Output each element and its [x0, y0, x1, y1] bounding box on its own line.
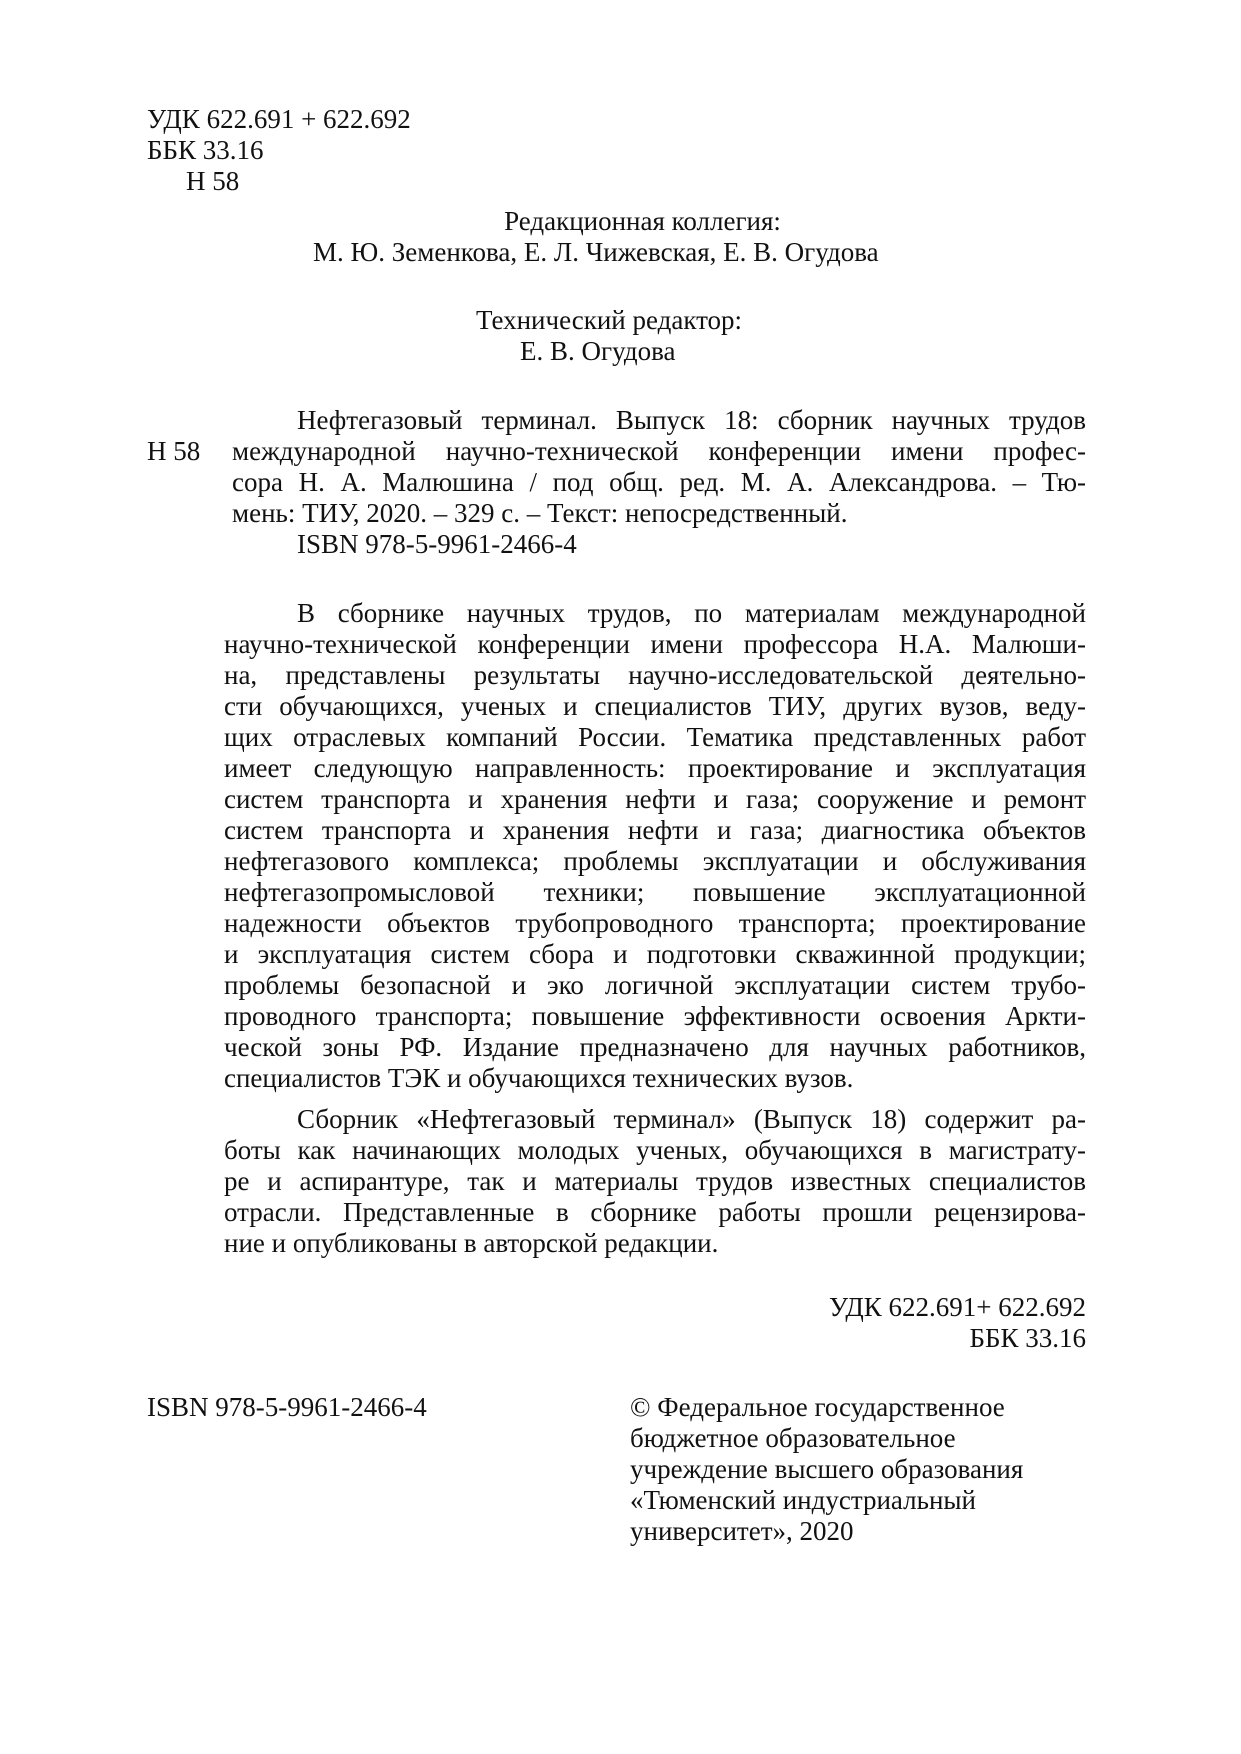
copyright-line: © Федеральное государственное	[630, 1392, 1005, 1422]
copyright-line: университет», 2020	[630, 1516, 854, 1546]
abstract-line: нефтегазового комплекса; проблемы эксплуатации и обслуживания	[224, 846, 1086, 876]
abstract-line: на, представлены результаты научно-исследовательской деятельно-	[224, 660, 1086, 690]
bib-line: мень: ТИУ, 2020. – 329 с. – Текст: непосредственный.	[232, 498, 848, 528]
footer-isbn: ISBN 978-5-9961-2466-4	[147, 1392, 427, 1422]
bbk-code: ББК 33.16	[147, 135, 264, 165]
bib-line: международной научно-технической конференции имени профес-	[232, 436, 1086, 466]
author-mark: Н 58	[186, 166, 240, 196]
copyright-line: «Тюменский индустриальный	[630, 1485, 976, 1515]
bib-isbn: ISBN 978-5-9961-2466-4	[297, 529, 577, 559]
bib-line: сора Н. А. Малюшина / под общ. ред. М. А. Александрова. – Тю-	[232, 467, 1086, 497]
footer-udk-code: УДК 622.691+ 622.692	[828, 1292, 1086, 1322]
abstract-line: отрасли. Представленные в сборнике работы прошли рецензирова-	[224, 1197, 1086, 1227]
udk-code: УДК 622.691 + 622.692	[147, 104, 411, 134]
abstract-line: ние и опубликованы в авторской редакции.	[224, 1228, 719, 1258]
abstract-line: имеет следующую направленность: проектирование и эксплуатация	[224, 753, 1086, 783]
abstract-line: и эксплуатация систем сбора и подготовки скважинной продукции;	[224, 939, 1086, 969]
abstract-line: Сборник «Нефтегазовый терминал» (Выпуск 18) содержит ра-	[297, 1104, 1086, 1134]
abstract-line: сти обучающихся, ученых и специалистов ТИУ, других вузов, веду-	[224, 691, 1086, 721]
copyright-line: бюджетное образовательное	[630, 1423, 956, 1453]
abstract-line: В сборнике научных трудов, по материалам международной	[297, 598, 1086, 628]
abstract-line: надежности объектов трубопроводного транспорта; проектирование	[224, 908, 1086, 938]
abstract-line: проблемы безопасной и эко логичной эксплуатации систем трубо-	[224, 970, 1086, 1000]
bib-line: Нефтегазовый терминал. Выпуск 18: сборник научных трудов	[297, 405, 1086, 435]
abstract-line: ческой зоны РФ. Издание предназначено для научных работников,	[224, 1032, 1086, 1062]
abstract-line: боты как начинающих молодых ученых, обучающихся в магистрату-	[224, 1135, 1086, 1165]
bib-author-mark: Н 58	[147, 436, 201, 466]
editorial-board-heading: Редакционная коллегия:	[504, 206, 781, 236]
abstract-line: щих отраслевых компаний России. Тематика представленных работ	[224, 722, 1086, 752]
editorial-board-members: М. Ю. Земенкова, Е. Л. Чижевская, Е. В. Огудова	[313, 237, 879, 267]
abstract-line: систем транспорта и хранения нефти и газа; диагностика объектов	[224, 815, 1086, 845]
technical-editor-heading: Технический редактор:	[476, 305, 743, 335]
copyright-line: учреждение высшего образования	[630, 1454, 1024, 1484]
abstract-line: научно-технической конференции имени профессора Н.А. Малюши-	[224, 629, 1086, 659]
abstract-line: систем транспорта и хранения нефти и газа; сооружение и ремонт	[224, 784, 1086, 814]
footer-bbk-code: ББК 33.16	[969, 1323, 1086, 1353]
abstract-line: специалистов ТЭК и обучающихся технических вузов.	[224, 1063, 854, 1093]
technical-editor-name: Е. В. Огудова	[520, 336, 676, 366]
abstract-line: нефтегазопромысловой техники; повышение эксплуатационной	[224, 877, 1086, 907]
abstract-line: проводного транспорта; повышение эффективности освоения Аркти-	[224, 1001, 1086, 1031]
abstract-line: ре и аспирантуре, так и материалы трудов известных специалистов	[224, 1166, 1086, 1196]
